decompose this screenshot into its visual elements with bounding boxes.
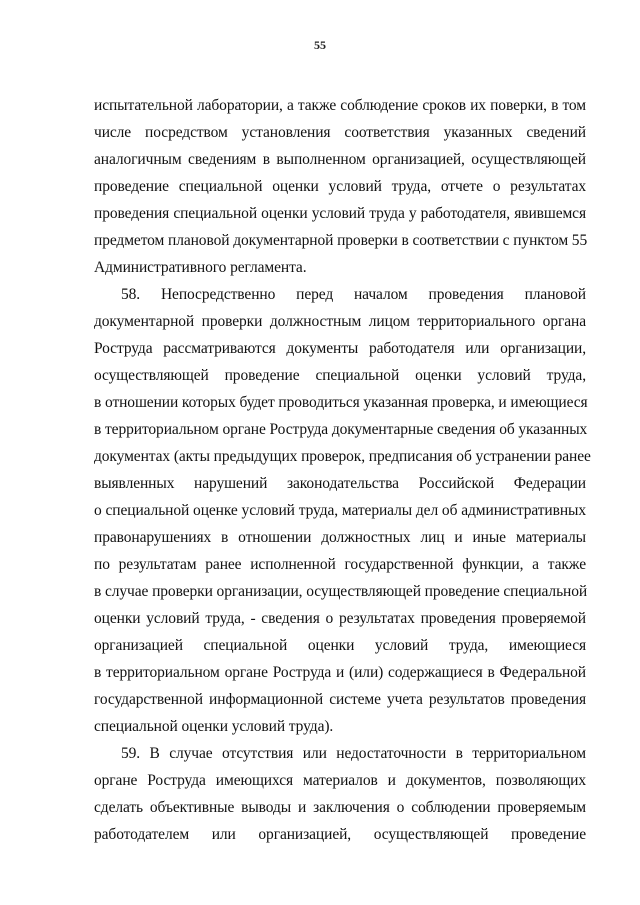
text-line: в территориальном органе Роструда и (или) содержащиеся в Федеральной [94,664,586,681]
text-line: специальной оценки условий труда). [94,718,334,735]
text-line: работодателем или организацией, осуществляющей проведение [94,826,586,843]
text-line: испытательной лаборатории, а также соблюдение сроков их поверки, в том [94,97,586,114]
text-line: органе Роструда имеющихся материалов и документов, позволяющих [94,772,586,789]
text-line: сделать объективные выводы и заключения о соблюдении проверяемым [94,799,586,816]
text-line: документах (акты предыдущих проверок, предписания об устранении ранее [94,448,591,465]
text-line: оценки условий труда, - сведения о результатах проведения проверяемой [94,610,586,627]
text-line: по результатам ранее исполненной государственной функции, а также [94,556,586,573]
text-line: правонарушениях в отношении должностных лиц и иные материалы [94,529,586,546]
text-line: 58. Непосредственно перед началом проведения плановой [121,286,586,303]
text-line: осуществляющей проведение специальной оценки условий труда, [94,367,586,384]
text-line: 59. В случае отсутствия или недостаточности в территориальном [121,745,586,762]
page-number: 55 [314,38,326,52]
text-line: государственной информационной системе учета результатов проведения [94,691,586,708]
text-line: выявленных нарушений законодательства Российской Федерации [94,475,586,492]
text-line: в случае проверки организации, осуществляющей проведение специальной [94,583,588,600]
text-line: в территориальном органе Роструда документарные сведения об указанных [94,421,588,438]
text-line: Роструда рассматриваются документы работодателя или организации, [94,340,586,357]
text-line: проведения специальной оценки условий труда у работодателя, явившемся [94,205,586,222]
text-line: о специальной оценке условий труда, материалы дел об административных [94,502,586,519]
text-line: в отношении которых будет проводиться указанная проверка, и имеющиеся [94,394,588,411]
text-line: аналогичным сведениям в выполненном организацией, осуществляющей [94,151,586,168]
text-line: Административного регламента. [94,259,307,276]
text-line: предметом плановой документарной проверки в соответствии с пунктом 55 [94,232,588,249]
text-line: числе посредством установления соответствия указанных сведений [94,124,586,141]
text-line: проведение специальной оценки условий труда, отчете о результатах [94,178,586,195]
text-line: организацией специальной оценки условий труда, имеющиеся [94,637,586,654]
text-line: документарной проверки должностным лицом территориального органа [94,313,586,330]
